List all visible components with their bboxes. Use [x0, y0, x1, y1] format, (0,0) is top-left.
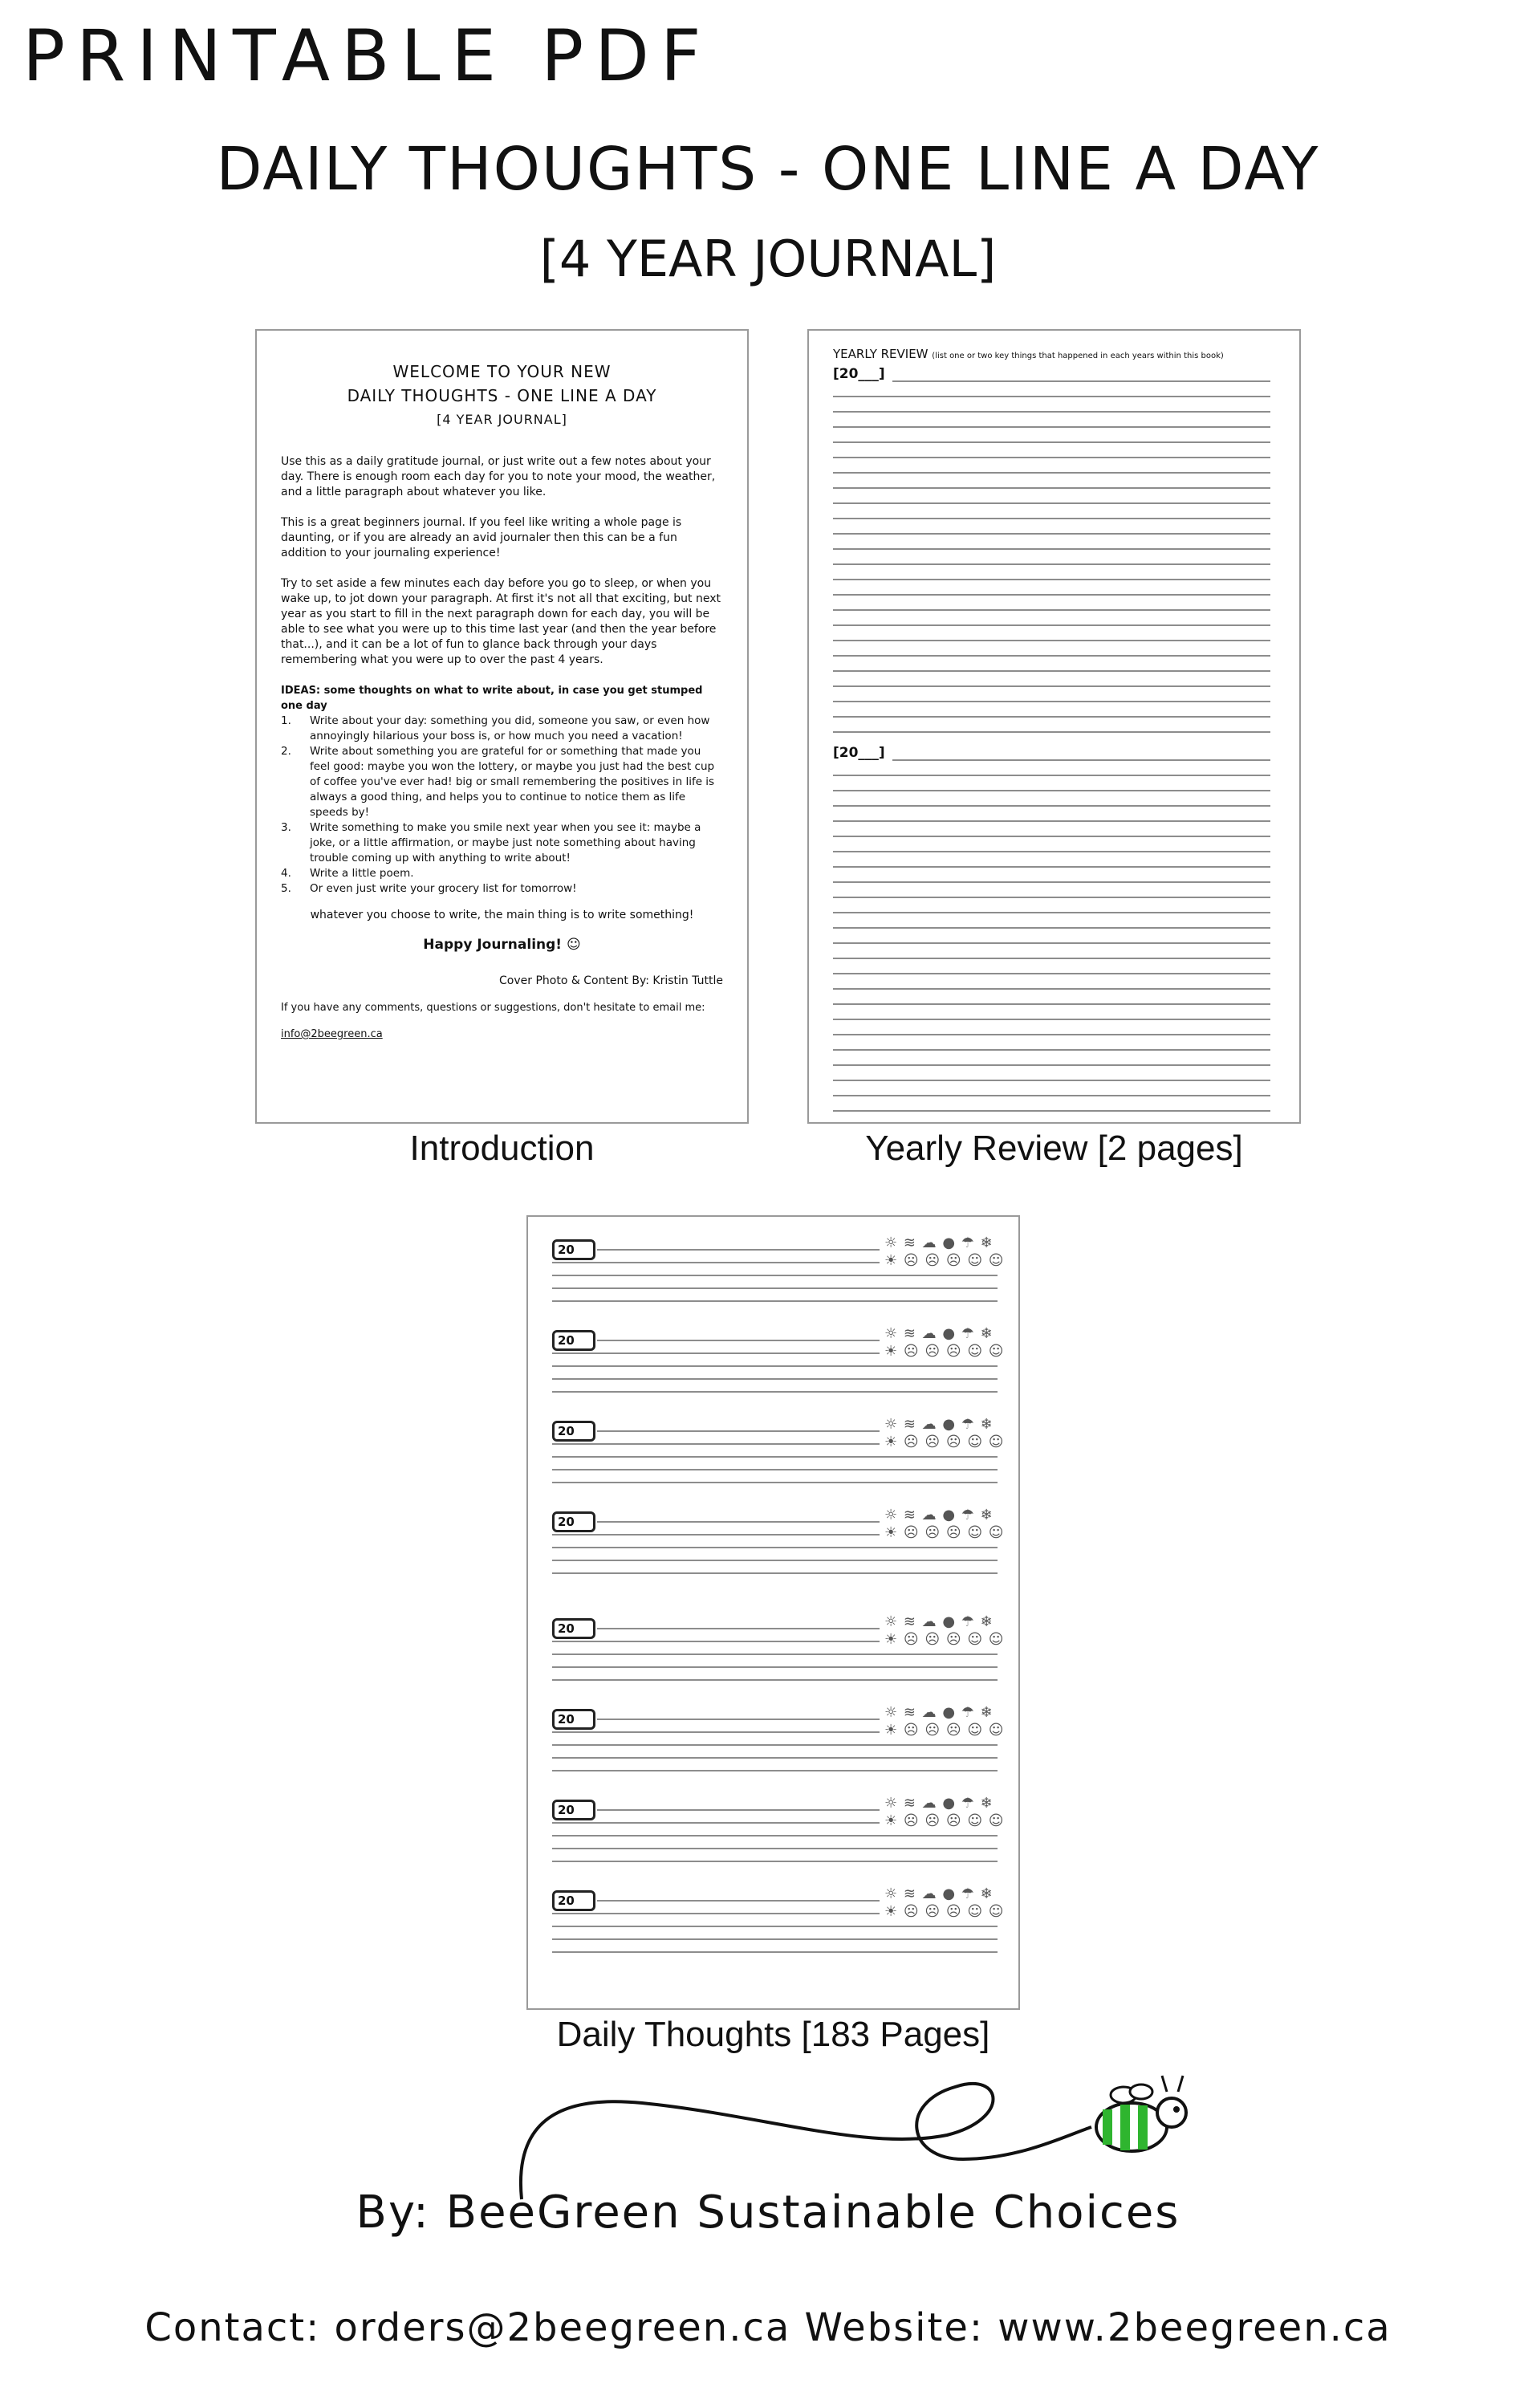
- weather-icons: ☼ ≋ ☁ ● ☂ ❄: [884, 1416, 994, 1433]
- caption-review: Yearly Review [2 pages]: [865, 1129, 1243, 1168]
- daily-rule: [552, 1287, 998, 1289]
- review-rule: [833, 701, 1270, 702]
- review-rule: [833, 958, 1270, 959]
- intro-contact: If you have any comments, questions or suggestions, don't hesitate to email me:: [281, 1002, 705, 1014]
- weather-icons: ☼ ≋ ☁ ● ☂ ❄: [884, 1704, 994, 1721]
- daily-rule: [597, 1249, 880, 1251]
- intro-idea-text: Write about your day: something you did, someone you saw, or even how annoyingly hilarious your boss is, or how much you need a vacation!: [310, 714, 710, 742]
- daily-rule: [552, 1757, 998, 1759]
- intro-idea-num: 5.: [281, 882, 291, 895]
- weather-icons: ☼ ≋ ☁ ● ☂ ❄: [884, 1795, 994, 1812]
- daily-page-preview: [526, 1215, 1020, 2010]
- review-rule: [833, 1095, 1270, 1096]
- daily-rule: [552, 1744, 998, 1746]
- review-rule: [833, 927, 1270, 929]
- daily-rule: [552, 1262, 880, 1263]
- review-rule: [833, 640, 1270, 641]
- daily-rule: [552, 1731, 880, 1733]
- daily-rule: [552, 1572, 998, 1574]
- review-rule: [833, 594, 1270, 596]
- intro-heading-line1: WELCOME TO YOUR NEW: [392, 362, 612, 381]
- mood-icons: ☀ ☹ ☹ ☹ ☺ ☺: [884, 1903, 1005, 1920]
- intro-idea-text: Write a little poem.: [310, 867, 414, 880]
- daily-rule: [597, 1719, 880, 1720]
- intro-page-preview: [255, 329, 749, 1124]
- intro-idea: [281, 866, 723, 881]
- review-rule: [833, 973, 1270, 974]
- review-rule: [833, 836, 1270, 837]
- daily-rule: [597, 1340, 880, 1341]
- weather-icons: ☼ ≋ ☁ ● ☂ ❄: [884, 1507, 994, 1523]
- daily-rule: [552, 1951, 998, 1953]
- review-rule: [833, 775, 1270, 776]
- mood-icons: ☀ ☹ ☹ ☹ ☺ ☺: [884, 1524, 1005, 1541]
- daily-rule: [597, 1521, 880, 1523]
- daily-rule: [597, 1430, 880, 1432]
- intro-body: [257, 454, 747, 1042]
- review-rule: [833, 624, 1270, 626]
- daily-year-box: 20: [552, 1239, 595, 1260]
- review-rule: [833, 609, 1270, 611]
- intro-heading-line3: [4 YEAR JOURNAL]: [437, 412, 567, 427]
- review-rule: [833, 457, 1270, 458]
- daily-rule: [552, 1275, 998, 1276]
- daily-rule: [552, 1391, 998, 1393]
- review-rule: [833, 441, 1270, 443]
- intro-idea-num: 1.: [281, 714, 291, 727]
- review-rule: [833, 411, 1270, 413]
- review-heading: YEARLY REVIEW: [833, 347, 929, 361]
- intro-credit: Cover Photo & Content By: Kristin Tuttle: [499, 974, 723, 987]
- daily-rule: [552, 1848, 998, 1849]
- daily-rule: [552, 1822, 880, 1824]
- intro-ideas-title: IDEAS: some thoughts on what to write about, in case you get stumped one day: [281, 685, 703, 712]
- intro-para3: Try to set aside a few minutes each day before you go to sleep, or when you wake up, to jot down your paragraph. At first it's not all that exciting, but next year as you start to fill in the next paragraph down for each day, you will be able to see what you were up to this time last year (and then the year before that...), and it can be a lot of fun to glance back through your days remembering what you were up to over the past 4 years.: [281, 577, 721, 666]
- weather-icons: ☼ ≋ ☁ ● ☂ ❄: [884, 1885, 994, 1902]
- daily-rule: [552, 1641, 880, 1642]
- byline: By: BeeGreen Sustainable Choices: [356, 2186, 1180, 2239]
- review-rule: [833, 396, 1270, 397]
- mood-icons: ☀ ☹ ☹ ☹ ☺ ☺: [884, 1631, 1005, 1648]
- weather-icons: ☼ ≋ ☁ ● ☂ ❄: [884, 1325, 994, 1342]
- daily-rule: [552, 1666, 998, 1668]
- daily-rule: [552, 1443, 880, 1445]
- daily-year-box: 20: [552, 1618, 595, 1639]
- intro-idea: [281, 820, 723, 866]
- intro-happy: Happy Journaling! ☺: [423, 937, 581, 953]
- header-subtitle: [4 YEAR JOURNAL]: [539, 230, 997, 288]
- daily-rule: [552, 1835, 998, 1837]
- weather-icons: ☼ ≋ ☁ ● ☂ ❄: [884, 1235, 994, 1251]
- intro-idea-num: 4.: [281, 867, 291, 880]
- intro-email-link[interactable]: info@2beegreen.ca: [281, 1028, 383, 1040]
- bee-icon: [1096, 2076, 1186, 2151]
- review-rule: [833, 790, 1270, 791]
- review-rule: [833, 1034, 1270, 1035]
- review-rule: [833, 912, 1270, 913]
- review-rule: [833, 820, 1270, 822]
- intro-idea: [281, 744, 723, 820]
- caption-daily: Daily Thoughts [183 Pages]: [556, 2015, 990, 2054]
- daily-rule: [552, 1926, 998, 1927]
- review-rule: [833, 1110, 1270, 1112]
- mood-icons: ☀ ☹ ☹ ☹ ☺ ☺: [884, 1812, 1005, 1829]
- review-rule: [833, 1049, 1270, 1051]
- review-rule: [833, 942, 1270, 944]
- daily-rule: [552, 1861, 998, 1862]
- intro-idea-num: 3.: [281, 821, 291, 834]
- contact-line: Contact: orders@2beegreen.ca Website: www.2beegreen.ca: [144, 2305, 1392, 2350]
- daily-rule: [597, 1900, 880, 1902]
- daily-rule: [552, 1482, 998, 1483]
- intro-closing: whatever you choose to write, the main thing is to write something!: [310, 909, 694, 921]
- daily-rule: [552, 1679, 998, 1681]
- review-rule: [833, 563, 1270, 565]
- review-rule: [833, 502, 1270, 504]
- header-title: DAILY THOUGHTS - ONE LINE A DAY: [216, 135, 1320, 204]
- review-rule: [892, 380, 1270, 382]
- intro-idea-text: Write something to make you smile next year when you see it: maybe a joke, or a little affirmation, or maybe just note something about having trouble coming up with anything to write about!: [310, 821, 701, 864]
- daily-rule: [552, 1300, 998, 1302]
- review-rule: [833, 1019, 1270, 1020]
- daily-rule: [552, 1534, 880, 1536]
- review-rule: [833, 518, 1270, 519]
- review-rule: [833, 487, 1270, 489]
- daily-rule: [552, 1365, 998, 1367]
- review-rule: [892, 759, 1270, 761]
- daily-year-box: 20: [552, 1330, 595, 1351]
- review-rule: [833, 716, 1270, 718]
- daily-rule: [597, 1628, 880, 1629]
- review-page-preview: [807, 329, 1301, 1124]
- mood-icons: ☀ ☹ ☹ ☹ ☺ ☺: [884, 1252, 1005, 1269]
- review-rule: [833, 426, 1270, 428]
- intro-para1: Use this as a daily gratitude journal, or just write out a few notes about your day. There is enough room each day for you to note your mood, the weather, and a little paragraph about whatever you like.: [281, 455, 716, 498]
- intro-idea: [281, 714, 723, 744]
- review-rule: [833, 579, 1270, 580]
- daily-year-box: 20: [552, 1800, 595, 1820]
- review-year-label-2: [20___]: [833, 745, 885, 761]
- review-year-label-1: [20___]: [833, 366, 885, 382]
- daily-rule: [552, 1913, 880, 1914]
- daily-rule: [552, 1770, 998, 1771]
- review-rule: [833, 1064, 1270, 1066]
- intro-idea-text: Or even just write your grocery list for tomorrow!: [310, 882, 577, 895]
- daily-rule: [552, 1456, 998, 1458]
- review-rule: [833, 472, 1270, 474]
- daily-rule: [552, 1653, 998, 1655]
- review-rule: [833, 670, 1270, 672]
- daily-rule: [552, 1352, 880, 1354]
- daily-rule: [552, 1378, 998, 1380]
- intro-idea: [281, 881, 723, 897]
- review-rule: [833, 881, 1270, 883]
- daily-rule: [552, 1547, 998, 1548]
- mood-icons: ☀ ☹ ☹ ☹ ☺ ☺: [884, 1722, 1005, 1739]
- intro-idea-text: Write about something you are grateful for or something that made you feel good: maybe you won the lottery, or maybe you just had the best cup of coffee you've ever had! big or small remembering the positives in life is always a good thing, and helps you to continue to notice them as life speeds by!: [310, 745, 715, 819]
- daily-year-box: 20: [552, 1421, 595, 1442]
- review-rule: [833, 655, 1270, 657]
- daily-rule: [552, 1560, 998, 1561]
- weather-icons: ☼ ≋ ☁ ● ☂ ❄: [884, 1613, 994, 1630]
- intro-idea-num: 2.: [281, 745, 291, 758]
- review-rule: [833, 1003, 1270, 1005]
- intro-para2: This is a great beginners journal. If you feel like writing a whole page is daunting, or if you are already an avid journaler then this can be a fun addition to your journaling experience!: [281, 516, 682, 559]
- intro-heading-line2: DAILY THOUGHTS - ONE LINE A DAY: [347, 386, 657, 405]
- header-printable: PRINTABLE PDF: [22, 14, 713, 97]
- mood-icons: ☀ ☹ ☹ ☹ ☺ ☺: [884, 1343, 1005, 1360]
- daily-year-box: 20: [552, 1511, 595, 1532]
- daily-year-box: 20: [552, 1709, 595, 1730]
- review-rule: [833, 866, 1270, 868]
- review-rule: [833, 988, 1270, 990]
- daily-rule: [552, 1938, 998, 1940]
- review-rule: [833, 805, 1270, 807]
- daily-rule: [552, 1469, 998, 1470]
- review-heading-note: (list one or two key things that happened in each years within this book): [932, 352, 1224, 360]
- caption-intro: Introduction: [409, 1129, 595, 1168]
- review-rule: [833, 548, 1270, 550]
- review-rule: [833, 897, 1270, 898]
- review-rule: [833, 685, 1270, 687]
- review-rule: [833, 1080, 1270, 1081]
- mood-icons: ☀ ☹ ☹ ☹ ☺ ☺: [884, 1434, 1005, 1450]
- review-rule: [833, 731, 1270, 733]
- review-rule: [833, 851, 1270, 852]
- review-heading-wrap: [833, 347, 1224, 361]
- review-rule: [833, 533, 1270, 535]
- daily-rule: [597, 1809, 880, 1811]
- daily-year-box: 20: [552, 1890, 595, 1911]
